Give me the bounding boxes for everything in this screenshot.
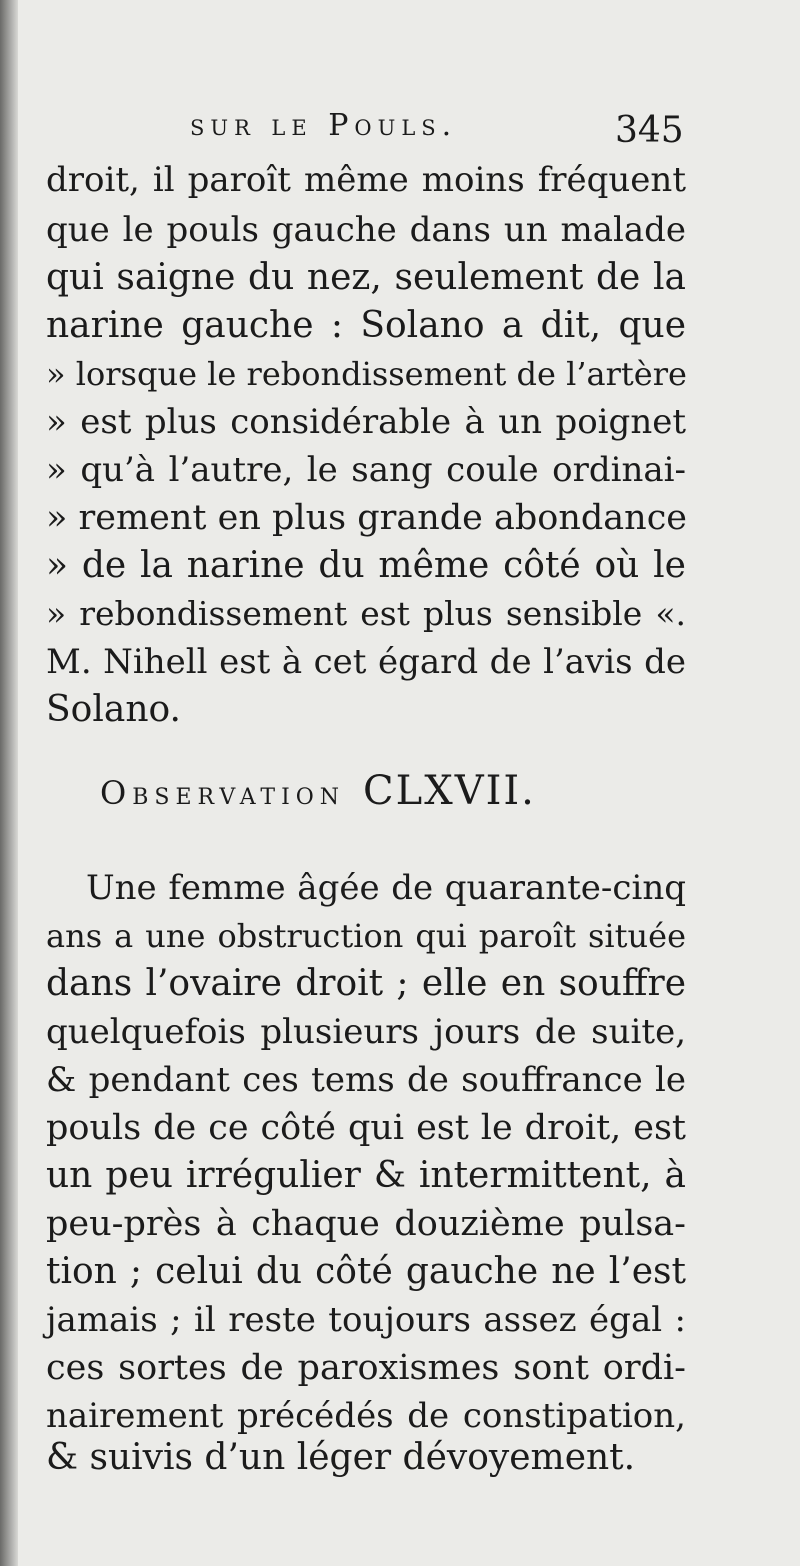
- page-gutter-shadow: [0, 0, 18, 1566]
- text-line: M. Nihell est à cet égard de l’avis de: [46, 642, 686, 682]
- page-number: 345: [615, 110, 684, 151]
- text-line: » lorsque le rebondissement de l’artère: [46, 355, 687, 393]
- text-line: ces sortes de paroxismes sont ordi-: [46, 1348, 686, 1388]
- text-line: dans l’ovaire droit ; elle en souffre: [46, 963, 686, 1004]
- text-line: jamais ; il reste toujours assez égal :: [46, 1300, 686, 1340]
- text-line: que le pouls gauche dans un malade: [46, 210, 686, 250]
- text-line: » est plus considérable à un poignet: [46, 402, 686, 442]
- text-line: » rement en plus grande abondance: [46, 498, 688, 538]
- text-line: & pendant ces tems de souffrance le: [46, 1060, 686, 1100]
- text-line: » qu’à l’autre, le sang coule ordinai-: [46, 450, 686, 490]
- text-line: pouls de ce côté qui est le droit, est: [46, 1108, 686, 1148]
- text-line: quelquefois plusieurs jours de suite,: [46, 1012, 686, 1052]
- text-line: ans a une obstruction qui paroît située: [46, 917, 686, 955]
- running-head: sur le Pouls.: [190, 108, 458, 143]
- heading-word: Observation: [100, 774, 346, 812]
- text-line: nairement précédés de constipation,: [46, 1396, 686, 1436]
- text-line: narine gauche : Solano a dit, que: [46, 305, 686, 346]
- text-line: qui saigne du nez, seulement de la: [46, 257, 686, 298]
- text-line: un peu irrégulier & intermittent, à: [46, 1155, 686, 1196]
- text-line: Solano.: [46, 689, 181, 730]
- text-line: tion ; celui du côté gauche ne l’est: [46, 1251, 686, 1292]
- text-line: & suivis d’un léger dévoyement.: [46, 1437, 636, 1478]
- text-line: Une femme âgée de quarante-cinq: [86, 868, 686, 908]
- section-heading: [100, 768, 536, 814]
- text-line: droit, il paroît même moins fréquent: [46, 160, 686, 200]
- text-line: » de la narine du même côté où le: [46, 545, 686, 586]
- heading-numeral: CLXVII.: [363, 768, 536, 814]
- text-line: peu-près à chaque douzième pulsa-: [46, 1204, 686, 1244]
- text-line: » rebondissement est plus sensible «.: [46, 594, 686, 633]
